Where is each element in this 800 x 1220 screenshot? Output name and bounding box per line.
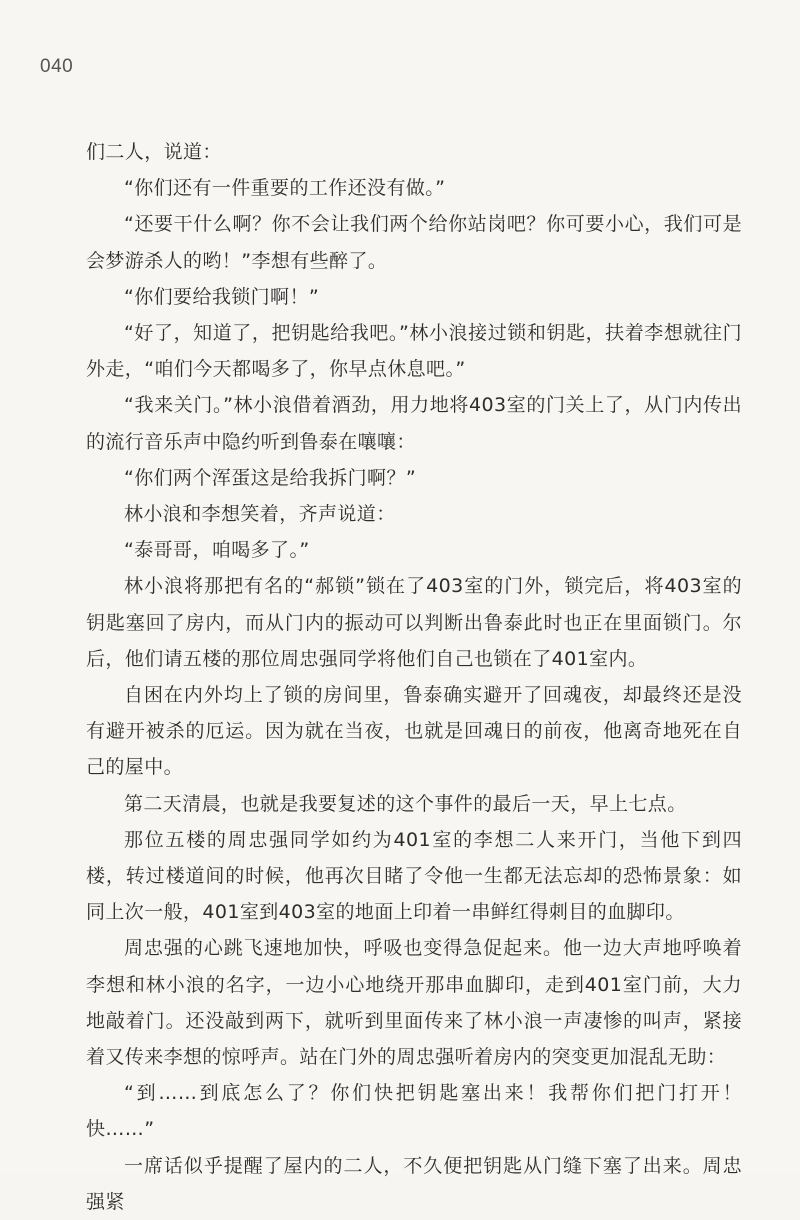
paragraph: 们二人，说道： xyxy=(86,141,222,163)
paragraph: 自困在内外均上了锁的房间里，鲁泰确实避开了回魂夜，却最终还是没有避开被杀的厄运。因为就在当夜，也就是回魂日的前夜，他离奇地死在自己的屋中。 xyxy=(86,684,742,779)
paragraph: 一席话似乎提醒了屋内的二人，不久便把钥匙从门缝下塞了出来。周忠强紧 xyxy=(86,1154,742,1213)
paragraph: “到……到底怎么了？你们快把钥匙塞出来！我帮你们把门打开！快……” xyxy=(86,1082,742,1141)
body-text xyxy=(86,134,742,1220)
paragraph: “我来关门。”林小浪借着酒劲，用力地将403室的门关上了，从门内传出的流行音乐声中隐约听到鲁泰在嚷嚷： xyxy=(86,394,742,453)
paragraph: “你们还有一件重要的工作还没有做。” xyxy=(124,177,446,200)
paragraph: 林小浪和李想笑着，齐声说道： xyxy=(124,503,396,526)
paragraph: “你们要给我锁门啊！” xyxy=(124,285,320,308)
paragraph: “好了，知道了，把钥匙给我吧。”林小浪接过锁和钥匙，扶着李想就往门外走，“咱们今天都喝多了，你早点休息吧。” xyxy=(86,322,742,381)
paragraph: 周忠强的心跳飞速地加快，呼吸也变得急促起来。他一边大声地呼唤着李想和林小浪的名字，一边小心地绕开那串血脚印，走到401室门前，大力地敲着门。还没敲到两下，就听到里面传来了林小浪一声凄惨的叫声，紧接着又传来李想的惊呼声。站在门外的周忠强听着房内的突变更加混乱无助： xyxy=(86,937,742,1069)
page-number: 040 xyxy=(40,56,74,77)
paragraph: “还要干什么啊？你不会让我们两个给你站岗吧？你可要小心，我们可是会梦游杀人的哟！”李想有些醉了。 xyxy=(86,213,742,272)
paragraph: 林小浪将那把有名的“郝锁”锁在了403室的门外，锁完后，将403室的钥匙塞回了房内，而从门内的振动可以判断出鲁泰此时也正在里面锁门。尔后，他们请五楼的那位周忠强同学将他们自己也锁在了401室内。 xyxy=(86,575,742,670)
paragraph: “泰哥哥，咱喝多了。” xyxy=(124,539,310,562)
paragraph: “你们两个浑蛋这是给我拆门啊？” xyxy=(124,466,417,489)
paragraph: 那位五楼的周忠强同学如约为401室的李想二人来开门，当他下到四楼，转过楼道间的时候，他再次目睹了令他一生都无法忘却的恐怖景象：如同上次一般，401室到403室的地面上印着一串鲜红得刺目的血脚印。 xyxy=(86,828,742,924)
paragraph: 第二天清晨，也就是我要复述的这个事件的最后一天，早上七点。 xyxy=(124,792,687,815)
